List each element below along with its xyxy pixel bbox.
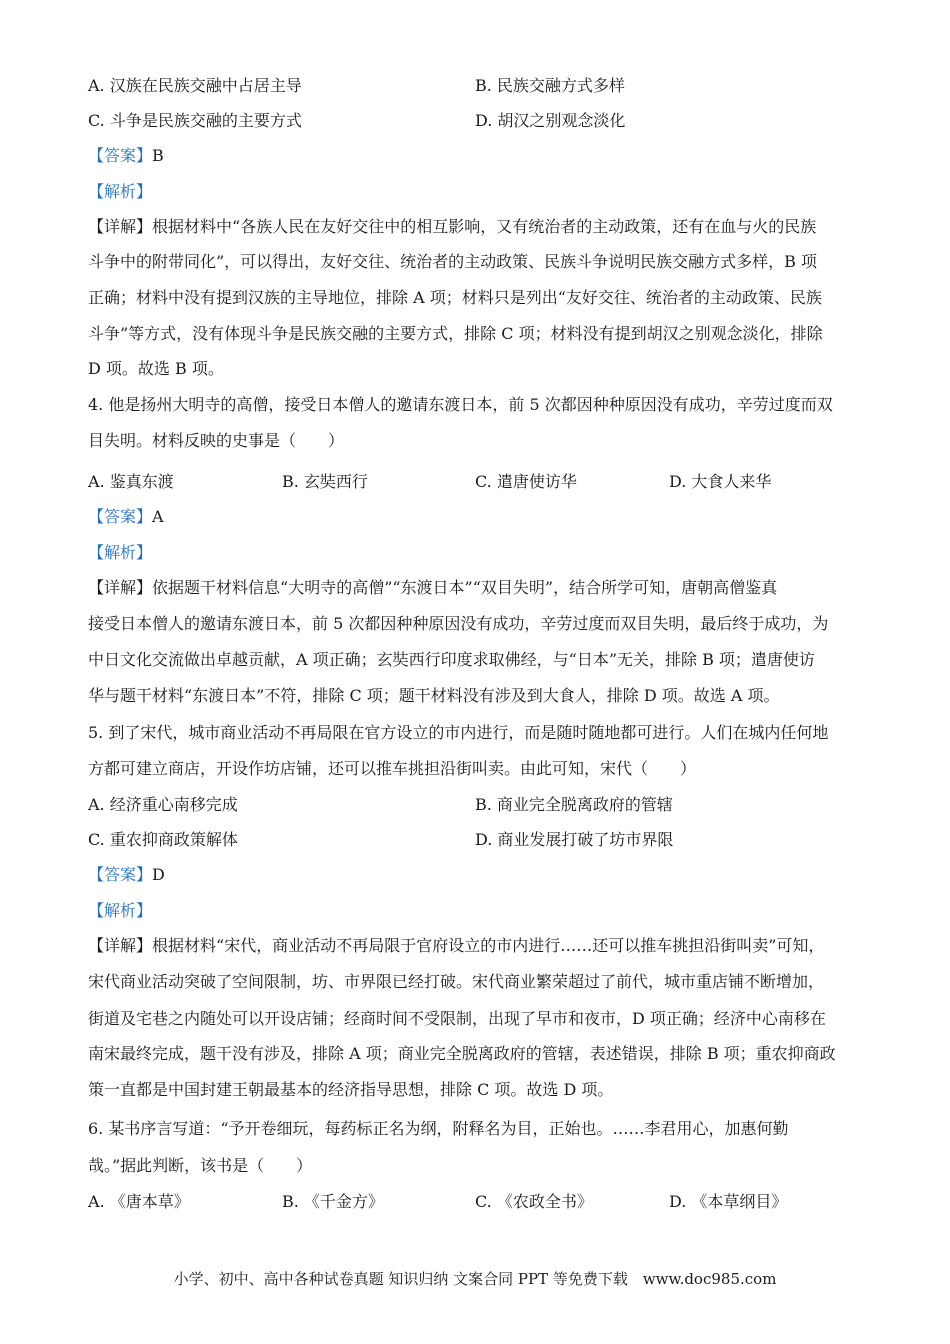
detail-text: 依据题干材料信息“大明寺的高僧”“东渡日本”“双目失明”，结合所学可知，唐朝高僧鉴真: [152, 578, 778, 597]
q5-option-a: A. 经济重心南移完成: [88, 795, 238, 814]
q6-stem-line: 6. 某书序言写道：“予开卷细玩，每药标正名为纲，附释名为目，正始也。……李君用心，加惠何勤: [88, 1119, 789, 1138]
detail-tag: 【详解】: [88, 936, 153, 955]
q4-answer: [88, 506, 868, 528]
answer-value: B: [152, 146, 164, 165]
q4-detail-line: 华与题干材料“东渡日本”不符，排除 C 项；题干材料没有涉及到大食人，排除 D 项。故选 A 项。: [88, 686, 780, 705]
q4-stem-line: 目失明。材料反映的史事是（ ）: [88, 431, 345, 450]
q3-option-a: A. 汉族在民族交融中占居主导: [88, 76, 302, 95]
q3-option-c: C. 斗争是民族交融的主要方式: [88, 111, 302, 130]
answer-value: A: [152, 507, 164, 526]
q3-option-b: B. 民族交融方式多样: [475, 76, 625, 95]
q4-option-c: C. 遣唐使访华: [475, 472, 577, 491]
answer-tag: 【答案】: [88, 146, 153, 165]
q4-detail-line: 接受日本僧人的邀请东渡日本，前 5 次都因种种原因没有成功，辛劳过度而双目失明，最后终于成功，为: [88, 614, 829, 633]
q5-detail-line: 街道及宅巷之内随处可以开设店铺；经商时间不受限制，出现了早市和夜市，D 项正确；经济中心南移在: [88, 1009, 826, 1028]
q4-stem-line: 4. 他是扬州大明寺的高僧，接受日本僧人的邀请东渡日本，前 5 次都因种种原因没有成功，辛劳过度而双: [88, 395, 833, 414]
q5-stem-line: 方都可建立商店，开设作坊店铺，还可以推车挑担沿街叫卖。由此可知，宋代（ ）: [88, 759, 697, 778]
detail-text: 根据材料“宋代，商业活动不再局限于官府设立的市内进行……还可以推车挑担沿街叫卖”可知，: [152, 936, 825, 955]
q4-option-d: D. 大食人来华: [669, 472, 772, 491]
answer-value: D: [152, 865, 165, 884]
q5-detail-line: [88, 935, 868, 957]
q3-answer: [88, 145, 868, 167]
detail-text: 根据材料中“各族人民在友好交往中的相互影响，又有统治者的主动政策，还有在血与火的民族: [152, 217, 817, 236]
q6-option-c: C. 《农政全书》: [475, 1192, 593, 1211]
q5-stem-line: 5. 到了宋代，城市商业活动不再局限在官方设立的市内进行，而是随时随地都可进行。人们在城内任何地: [88, 723, 829, 742]
q3-option-d: D. 胡汉之别观念淡化: [475, 111, 626, 130]
q5-option-c: C. 重农抑商政策解体: [88, 830, 238, 849]
q3-detail-line: 正确；材料中没有提到汉族的主导地位，排除 A 项；材料只是列出“友好交往、统治者的主动政策、民族: [88, 288, 822, 307]
q3-detail-line: D 项。故选 B 项。: [88, 359, 224, 378]
q3-detail-line: 斗争中的附带同化”，可以得出，友好交往、统治者的主动政策、民族斗争说明民族交融方式多样，B 项: [88, 252, 818, 271]
q5-detail-line: 南宋最终完成，题干没有涉及，排除 A 项；商业完全脱离政府的管辖，表述错误，排除 B 项；重农抑商政: [88, 1044, 836, 1063]
q4-analysis-tag: 【解析】: [88, 543, 153, 562]
q3-detail-line: [88, 216, 868, 238]
detail-tag: 【详解】: [88, 217, 153, 236]
q6-stem-line: 哉。”据此判断，该书是（ ）: [88, 1156, 313, 1175]
answer-tag: 【答案】: [88, 507, 153, 526]
q5-option-b: B. 商业完全脱离政府的管辖: [475, 795, 673, 814]
q6-option-b: B. 《千金方》: [282, 1192, 384, 1211]
q4-option-a: A. 鉴真东渡: [88, 472, 174, 491]
q5-answer: [88, 864, 868, 886]
detail-tag: 【详解】: [88, 578, 153, 597]
q5-detail-line: 宋代商业活动突破了空间限制，坊、市界限已经打破。宋代商业繁荣超过了前代，城市重店铺不断增加，: [88, 972, 825, 991]
q5-analysis-tag: 【解析】: [88, 901, 153, 920]
q4-option-b: B. 玄奘西行: [282, 472, 368, 491]
q6-option-d: D. 《本草纲目》: [669, 1192, 788, 1211]
q4-detail-line: 中日文化交流做出卓越贡献，A 项正确；玄奘西行印度求取佛经，与“日本”无关，排除 B 项；遣唐使访: [88, 650, 815, 669]
q3-analysis-tag: 【解析】: [88, 182, 153, 201]
q3-detail-line: 斗争”等方式，没有体现斗争是民族交融的主要方式，排除 C 项；材料没有提到胡汉之别观念淡化，排除: [88, 324, 823, 343]
q5-detail-line: 策一直都是中国封建王朝最基本的经济指导思想，排除 C 项。故选 D 项。: [88, 1080, 614, 1099]
page-footer: 小学、初中、高中各种试卷真题 知识归纳 文案合同 PPT 等免费下载 www.doc985.com: [173, 1270, 777, 1288]
q5-option-d: D. 商业发展打破了坊市界限: [475, 830, 674, 849]
answer-tag: 【答案】: [88, 865, 153, 884]
q4-detail-line: [88, 577, 868, 599]
q6-option-a: A. 《唐本草》: [88, 1192, 190, 1211]
